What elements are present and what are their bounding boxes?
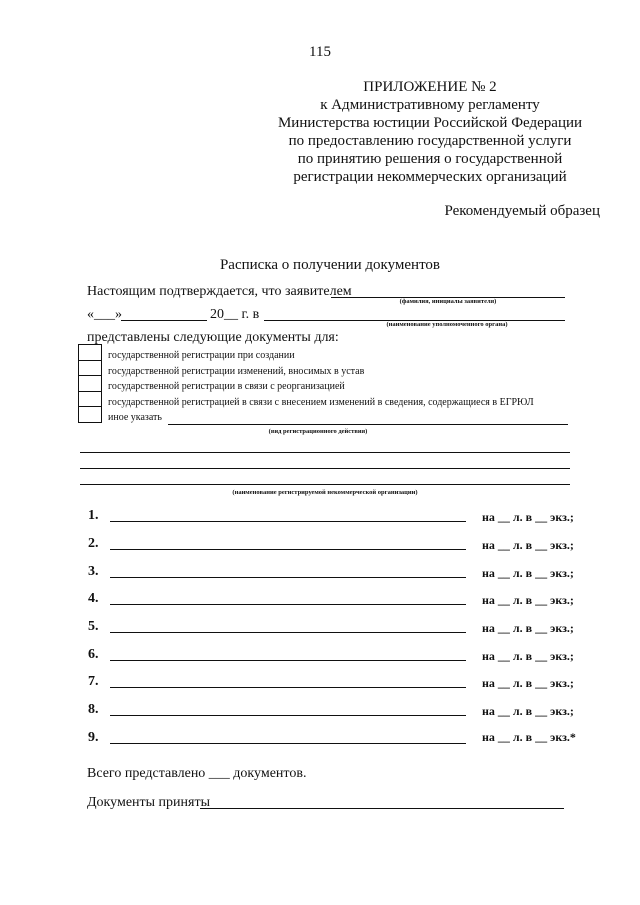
option-label: иное указать — [108, 412, 162, 423]
item-number: 2. — [88, 536, 99, 551]
sample-label: Рекомендуемый образец — [444, 203, 600, 219]
item-number: 3. — [88, 564, 99, 579]
option-label: государственной регистрации в связи с реорганизацией — [108, 381, 345, 392]
authority-hint: (наименование уполномоченного органа) — [386, 321, 508, 328]
confirm-text: Настоящим подтверждается, что заявителем — [87, 284, 352, 299]
page-number: 115 — [309, 44, 331, 60]
action-hint: (вид регистрационного действия) — [268, 428, 368, 435]
item-field-line[interactable] — [110, 687, 466, 688]
item-number: 9. — [88, 730, 99, 745]
org-field-line[interactable] — [80, 484, 570, 485]
item-field-line[interactable] — [110, 577, 466, 578]
date-day: «___» — [87, 307, 122, 322]
item-field-line[interactable] — [110, 549, 466, 550]
submitted-text: представлены следующие документы для: — [87, 330, 339, 345]
item-quantity: на __ л. в __ экз.; — [482, 649, 574, 663]
item-number: 7. — [88, 674, 99, 689]
org-hint: (наименование регистрируемой некоммерческой организации) — [232, 489, 418, 496]
appendix-line: к Административному регламенту — [320, 97, 540, 113]
checkbox-egrul-changes[interactable] — [78, 391, 102, 407]
applicant-hint: (фамилия, инициалы заявителя) — [399, 298, 497, 305]
item-quantity: на __ л. в __ экз.; — [482, 538, 574, 552]
checkbox-reorganization[interactable] — [78, 375, 102, 391]
total-text: Всего представлено ___ документов. — [87, 766, 307, 781]
appendix-line: ПРИЛОЖЕНИЕ № 2 — [363, 79, 497, 95]
item-number: 5. — [88, 619, 99, 634]
appendix-line: Министерства юстиции Российской Федерации — [277, 115, 583, 131]
item-field-line[interactable] — [110, 632, 466, 633]
appendix-line: по принятию решения о государственной — [297, 151, 563, 167]
item-field-line[interactable] — [110, 604, 466, 605]
item-field-line[interactable] — [110, 521, 466, 522]
item-quantity: на __ л. в __ экз.; — [482, 566, 574, 580]
document-title: Расписка о получении документов — [219, 257, 441, 273]
date-month-line[interactable] — [121, 320, 207, 321]
checkbox-group — [78, 344, 102, 423]
date-year: 20__ г. в — [210, 307, 260, 322]
item-quantity: на __ л. в __ экз.; — [482, 510, 574, 524]
item-quantity: на __ л. в __ экз.; — [482, 593, 574, 607]
option-label: государственной регистрацией в связи с внесением изменений в сведения, содержащиеся в ЕГРЮЛ — [108, 397, 534, 408]
org-field-line[interactable] — [80, 468, 570, 469]
item-number: 1. — [88, 508, 99, 523]
item-quantity: на __ л. в __ экз.; — [482, 676, 574, 690]
item-number: 8. — [88, 702, 99, 717]
item-quantity: на __ л. в __ экз.* — [482, 730, 576, 744]
option-label: государственной регистрации при создании — [108, 350, 295, 361]
accepted-text: Документы приняты — [87, 795, 210, 810]
item-quantity: на __ л. в __ экз.; — [482, 704, 574, 718]
other-field-line[interactable] — [168, 424, 568, 425]
item-quantity: на __ л. в __ экз.; — [482, 621, 574, 635]
checkbox-other[interactable] — [78, 406, 102, 423]
appendix-header — [230, 78, 630, 186]
item-field-line[interactable] — [110, 660, 466, 661]
appendix-line: по предоставлению государственной услуги — [288, 133, 572, 149]
item-number: 6. — [88, 647, 99, 662]
appendix-line: регистрации некоммерческих организаций — [293, 169, 567, 185]
item-field-line[interactable] — [110, 743, 466, 744]
checkbox-creation[interactable] — [78, 344, 102, 360]
item-field-line[interactable] — [110, 715, 466, 716]
accepted-field-line[interactable] — [200, 808, 564, 809]
checkbox-charter-changes[interactable] — [78, 360, 102, 376]
option-label: государственной регистрации изменений, вносимых в устав — [108, 366, 365, 377]
org-field-line[interactable] — [80, 452, 570, 453]
item-number: 4. — [88, 591, 99, 606]
